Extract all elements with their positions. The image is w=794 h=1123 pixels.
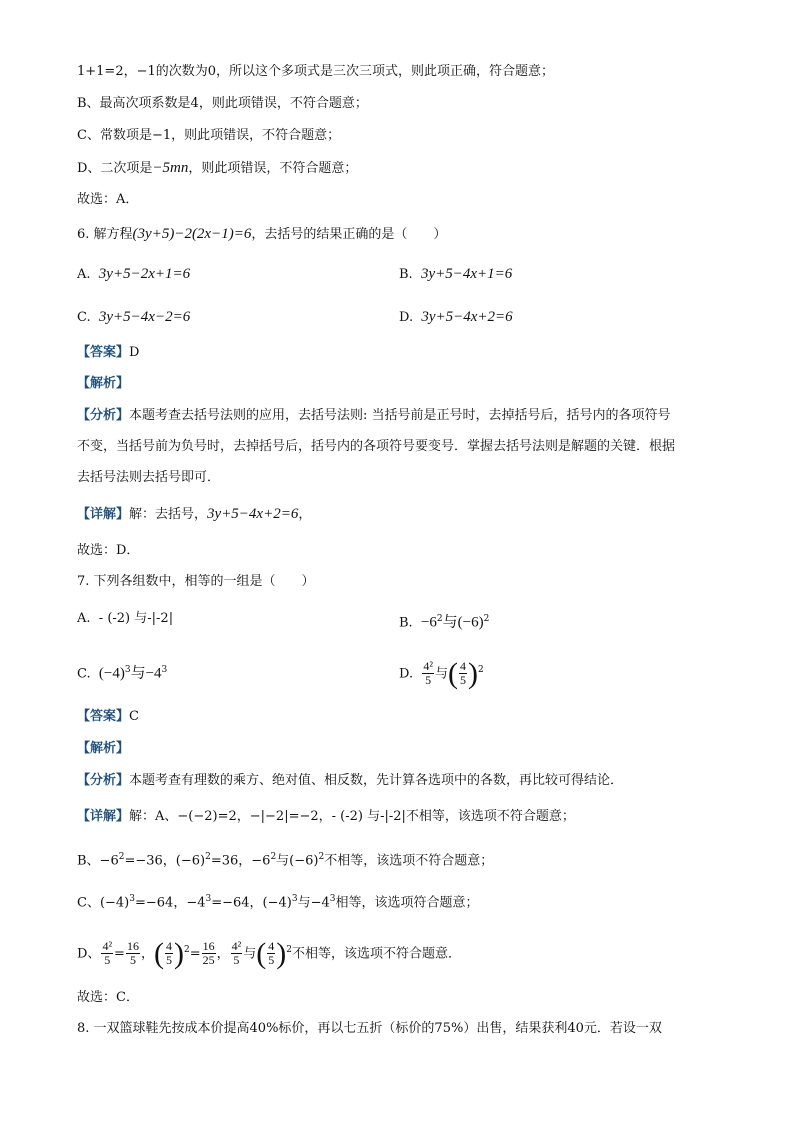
text: C、(−4) (77, 895, 130, 911)
denominator: 5 (129, 953, 136, 968)
math-expression: 3y+5−4x+2=6 (421, 309, 513, 325)
option-b (399, 264, 512, 285)
text-line (77, 158, 357, 179)
detail-tag: 【详解】 (77, 809, 130, 824)
fraction (422, 660, 434, 687)
fenxi-tag: 【分析】 (77, 773, 130, 788)
option-label: D. (399, 666, 414, 682)
detail-line: D、 $\frac{\text{4²}}{5}$ = $\frac{16}{5}$ ，( $\frac{4}{5}$ )$^2$= $\frac{16}{25}$ ， $\frac{\text{4²}}{5}$ 与( $\frac{4}{5}$ )$^2$不相等，该选项不符合题意． (77, 936, 461, 970)
analysis-tag: 【解析】 (77, 376, 130, 391)
option-label: C. (77, 310, 91, 325)
choose-line: 故选：D． (77, 543, 140, 558)
question-6-stem (77, 224, 446, 245)
math-expression: 3y+5−2x+1=6 (98, 266, 191, 282)
denominator: 5 (104, 953, 111, 968)
denominator: 5 (268, 953, 275, 968)
text: =−64，−4 (135, 895, 206, 911)
fraction (231, 940, 243, 967)
exponent: 2 (270, 852, 277, 862)
option-label: A. (77, 611, 91, 626)
choose-line: 故选：C． (77, 990, 139, 1005)
denominator: 5 (459, 673, 466, 688)
analysis-line (77, 771, 623, 791)
text: B、−6 (77, 853, 119, 869)
fraction (202, 940, 216, 967)
math-expression: 3y+5−4x−2=6 (98, 309, 191, 325)
text: =−64，(−4) (211, 895, 292, 911)
option-label: B. (399, 615, 413, 631)
text: 不相等，该选项不符合题意． (291, 946, 461, 962)
text: 相等，该选项符合题意； (335, 895, 479, 911)
fraction (165, 940, 173, 967)
math-expression: 3y+5−4x+1=6 (420, 266, 513, 282)
text-line: 故选：A． (77, 192, 139, 207)
text: 与−4 (297, 895, 330, 911)
text: 本题考查有理数的乘方、绝对值、相反数，先计算各选项中的各数，再比较可得结论． (129, 773, 624, 788)
text: = (189, 946, 201, 962)
exponent: 3 (161, 665, 168, 675)
fraction (267, 940, 275, 967)
text: =36，−6 (210, 853, 271, 869)
text: =−36，(−6) (124, 853, 206, 869)
text: 与(−6) (276, 853, 319, 869)
exponent: 2 (318, 852, 325, 862)
option-a (77, 609, 173, 629)
exponent: 2 (118, 852, 125, 862)
math-expression: −6 (420, 614, 437, 631)
option-d (399, 307, 513, 328)
analysis-line: 不变，当括号前为负号时，去掉括号后，括号内的各项符号要变号．掌握去括号法则是解题的关键．根据 (77, 439, 676, 454)
exponent: 2 (436, 614, 443, 624)
detail-line (77, 889, 479, 913)
analysis-line (77, 406, 671, 426)
text: 解：去括号， (129, 507, 208, 522)
text: ，去括号的结果正确的是（ ） (251, 227, 447, 242)
math-expression: 与−4 (130, 665, 162, 682)
fraction (126, 940, 140, 967)
math-expression: 3y+5−4x+2=6 (207, 506, 299, 522)
text-line: 1+1=2，−1的次数为0，所以这个多项式是三次三项式，则此项正确，符合题意； (77, 64, 555, 79)
option-label: D. (399, 310, 414, 325)
detail-line (77, 807, 575, 827)
fenxi-tag: 【分析】 (77, 408, 130, 423)
exponent: 2 (205, 852, 211, 862)
math-expression: (−4) (98, 665, 125, 682)
option-d: D. $\frac{\text{4²}}{5}$ 与( $\frac{4}{5}$ )$^2$ (399, 656, 484, 690)
exponent: 3 (124, 665, 131, 675)
numerator: 4 (268, 939, 275, 954)
denominator: 5 (233, 953, 240, 968)
question-8-stem: 8. 一双篮球鞋先按成本价提高40%标价，再以七五折（标价的75%）出售，结果获利40元．若设一双 (77, 1021, 662, 1036)
numerator: 4 (459, 659, 466, 674)
exponent: 3 (129, 894, 135, 904)
text: D、 (77, 946, 101, 962)
text: ，则此项错误，不符合题意； (188, 161, 358, 176)
text: 与 (434, 666, 448, 682)
detail-line (77, 847, 493, 871)
exponent: 3 (329, 894, 336, 904)
numerator: 4² (102, 939, 113, 954)
text-line: B、最高次项系数是4，则此项错误，不符合题意； (77, 96, 368, 111)
analysis-heading (77, 739, 129, 759)
text: ， (298, 507, 312, 522)
numerator: 4² (231, 939, 242, 954)
detail-line (77, 504, 311, 525)
text: D、二次项是 (77, 161, 153, 176)
exponent: 2 (483, 614, 490, 624)
question-7-stem: 7. 下列各组数中，相等的一组是（ ） (77, 574, 315, 589)
option-label: A. (77, 267, 91, 282)
denominator: 25 (202, 953, 215, 968)
math-expression: (3y+5)−2(2x−1)=6 (132, 226, 252, 242)
denominator: 5 (165, 953, 172, 968)
math-expression: 与(−6) (442, 614, 484, 631)
answer-line (77, 707, 139, 727)
numerator: 4 (165, 939, 172, 954)
exponent: 3 (291, 894, 298, 904)
text: = (114, 946, 125, 962)
fraction (101, 940, 113, 967)
exponent: 2 (286, 945, 292, 955)
option-c (77, 307, 190, 328)
option-label: B. (399, 267, 413, 282)
denominator: 5 (425, 673, 432, 688)
analysis-line: 去括号法则去括号即可． (77, 470, 221, 485)
answer-tag: 【答案】 (77, 345, 130, 360)
option-c (77, 660, 167, 684)
fraction (459, 660, 467, 687)
numerator: 16 (202, 939, 215, 954)
numerator: 16 (126, 939, 139, 954)
analysis-heading (77, 374, 129, 394)
math-expression: −5mn (152, 160, 189, 176)
answer-value: C (129, 709, 139, 724)
exponent: 2 (477, 665, 484, 675)
text: ， (140, 946, 154, 962)
text: 与 (243, 946, 257, 962)
option-a (77, 264, 190, 285)
math-expression: - (-2) 与-|-2| (98, 611, 174, 626)
answer-value: D (129, 345, 140, 360)
answer-tag: 【答案】 (77, 709, 130, 724)
numerator: 4² (423, 659, 433, 674)
option-b (399, 609, 489, 633)
analysis-tag: 【解析】 (77, 741, 130, 756)
text: 本题考查去括号法则的应用，去括号法则: 当括号前是正号时，去掉括号后，括号内的各项符号 (129, 408, 671, 423)
exponent: 2 (183, 945, 190, 955)
text: ， (216, 946, 230, 962)
answer-line (77, 343, 139, 363)
text: 6. 解方程 (77, 227, 133, 242)
detail-tag: 【详解】 (77, 507, 130, 522)
text: 不相等，该选项不符合题意； (324, 853, 494, 869)
text-line: C、常数项是−1，则此项错误，不符合题意； (77, 128, 341, 143)
text: 解：A、−(−2)=2，−|−2|=−2，- (-2) 与-|-2|不相等，该选项不符合题意； (129, 809, 575, 824)
option-label: C. (77, 666, 91, 682)
exponent: 3 (205, 894, 212, 904)
